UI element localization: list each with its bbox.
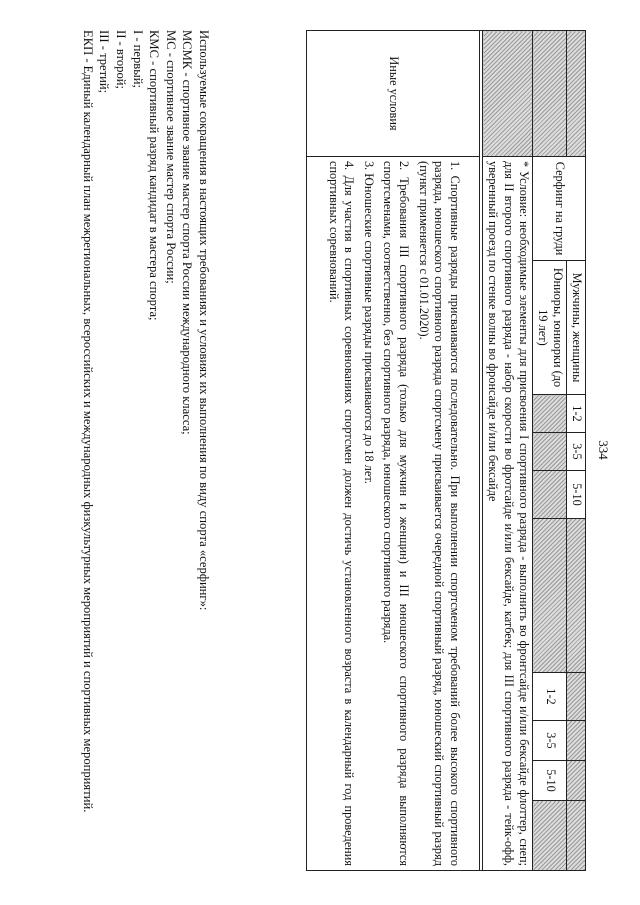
abbreviation-item: МС - спортивное звание мастер спорта России; [163,30,178,284]
header-row-1 [567,31,586,871]
hatched-cell [567,721,586,761]
group-label: Юниоры, юниорки (до 19 лет) [533,261,567,395]
abbreviation-item: III - третий; [97,30,112,94]
abbreviations-section [79,30,212,870]
age-cell: 3-5 [567,433,586,471]
spacer-row [480,31,483,871]
note-row [483,31,533,871]
hatched-cell [533,801,567,871]
abbreviation-item: I - первый; [130,30,145,88]
condition-item: 2. Требования III спортивного разряда (только для мужчин и женщин) и III юношеского спортивного разряда выполняются спортсменами, соответственно, без спортивного разряда, юношеского спортивного разряда. [381,161,412,866]
abbreviation-item: ЕКП - Единый календарный план межрегиональных, всероссийских и международных физкультурных мероприятий и спортивных мероприятий. [80,30,95,813]
abbreviation-item: КМС - спортивный разряд кандидат в мастера спорта; [147,30,162,321]
hatched-cell [533,433,567,471]
condition-item: 4. Для участия в спортивных соревнованиях спортсмен должен достичь установленного возраста в календарный год проведения спортивных соревнований. [326,161,357,866]
other-conditions-row [307,31,480,871]
hatched-cell [567,31,586,157]
condition-item: 3. Юношеские спортивные разряды присваиваются до 18 лет. [361,161,376,484]
condition-item: 1. Спортивные разряды присваиваются последовательно. При выполнении спортсменом требований более высокого спортивного разряда, юношеского спортивного разряда спортсмену присваивается очередной спортивный разряд, юношеский спортивный разряд (пункт применяется с 01.01.2020). [416,161,462,866]
hatched-cell [533,31,567,157]
group-label: Мужчины, женщины [567,261,586,395]
hatched-cell [567,761,586,801]
discipline-name: Серфинг на груди [533,157,586,261]
other-conditions-text [307,157,480,871]
row-divider [480,31,483,871]
note-text: * Условие: необходимые элементы для присвоения I спортивного разряда - выполнить во фронтсайде и/или бексайде флоттер, снеп; для II второго спортивного разряда - набор скорости во фротсайде и/или бексайде, катбек; для III спортивного разряда - тейк-офф, уверенный проезд по стенке волны во фронсайде и/или бексайде [483,157,533,871]
hatched-cell [533,471,567,519]
page-number: 334 [596,440,611,460]
hatched-cell [567,519,586,673]
requirements-table [306,30,586,871]
age-cell: 5-10 [567,471,586,519]
hatched-cell [567,673,586,721]
abbreviation-item: МСМК - спортивное звание мастер спорта России международного класса; [180,30,195,435]
hatched-cell [483,31,533,157]
age-cell: 3-5 [533,721,567,761]
hatched-cell [533,395,567,433]
hatched-cell [567,801,586,871]
hatched-cell [533,519,567,673]
abbreviations-intro: Используемые сокращения в настоящих требованиях и условиях их выполнения по виду спорта «серфинг»: [197,30,211,611]
rotated-content [30,30,610,870]
age-cell: 5-10 [533,761,567,801]
age-cell: 1-2 [533,673,567,721]
age-cell: 1-2 [567,395,586,433]
abbreviation-item: II - второй; [114,30,129,89]
other-conditions-label: Иные условия [307,31,480,157]
